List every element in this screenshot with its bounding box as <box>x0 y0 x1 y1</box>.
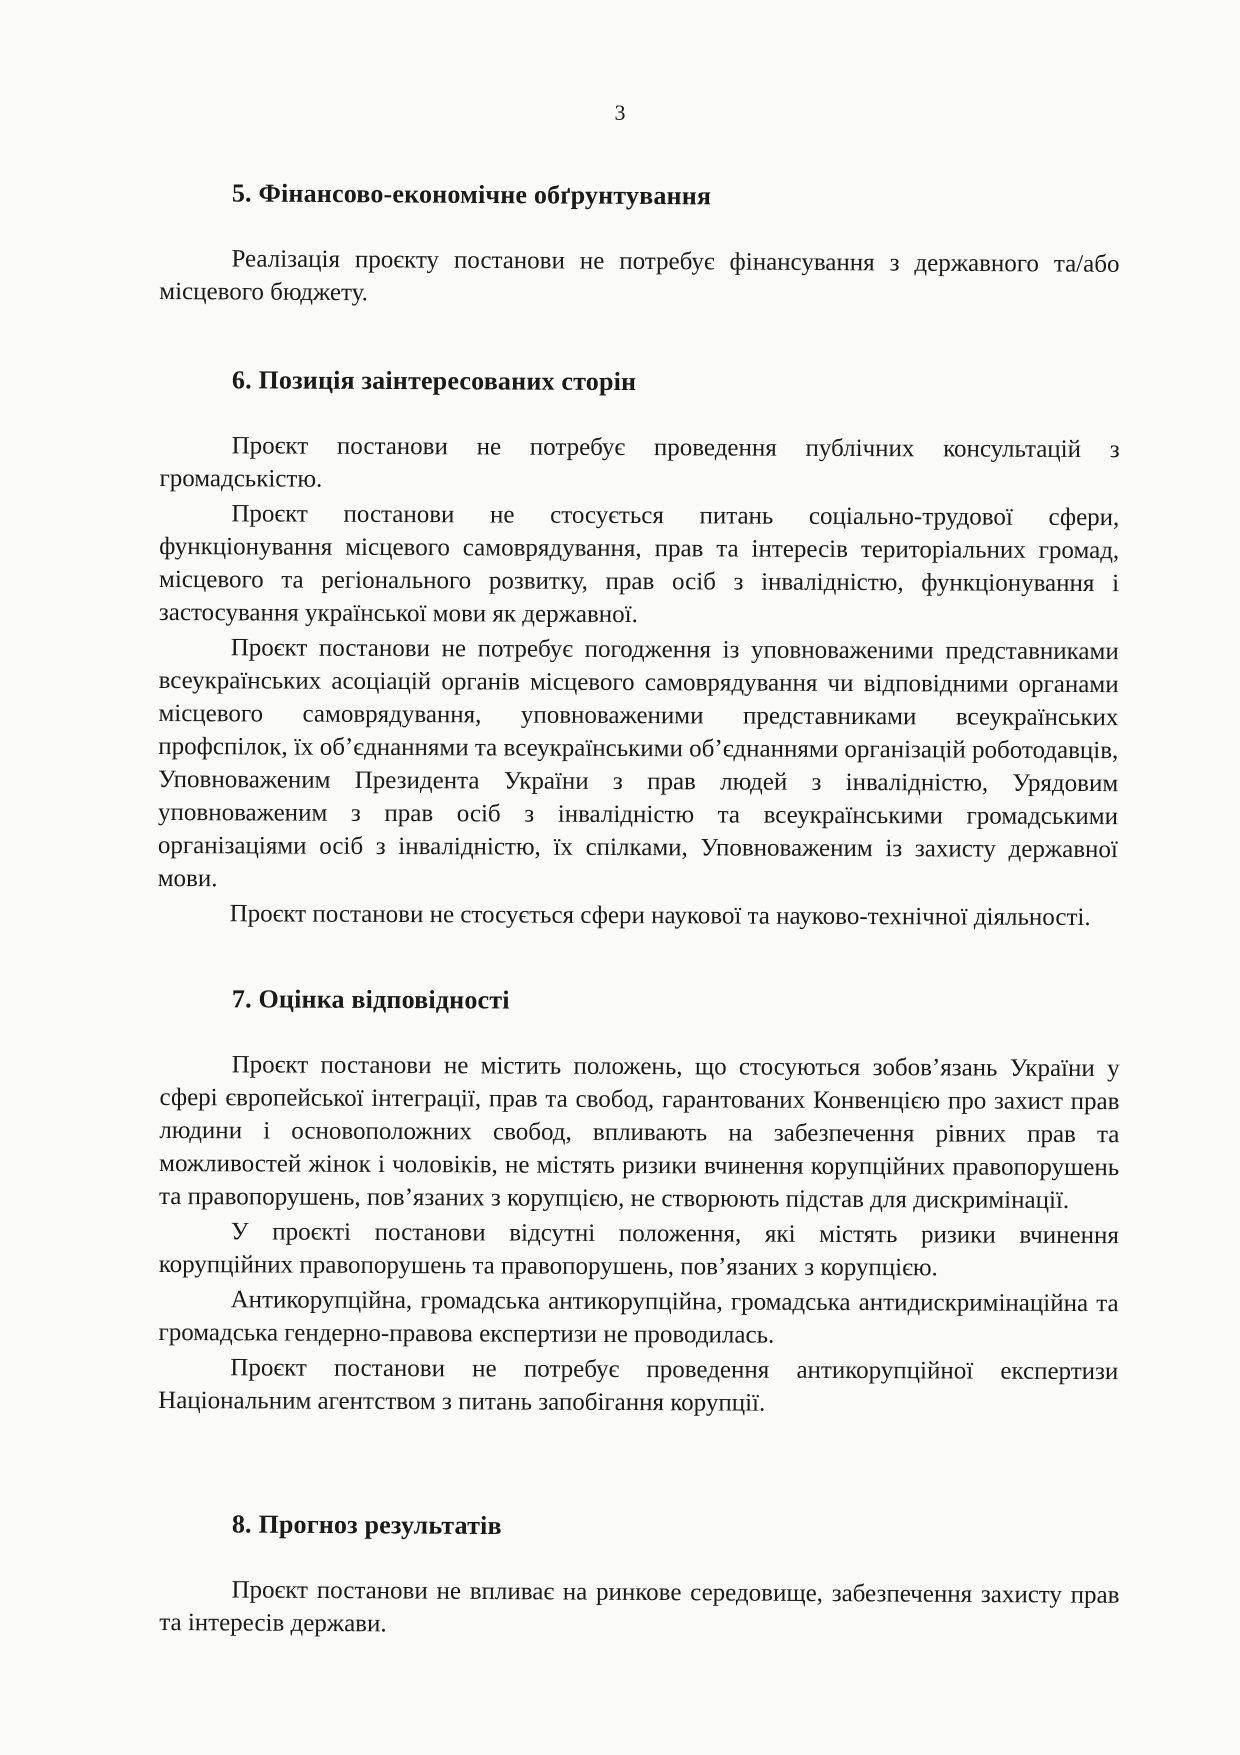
paragraph: У проєкті постанови відсутні положення, які містять ризики вчинення корупційних правопорушень та правопорушень, пов’язаних з корупцією. <box>158 1218 1119 1282</box>
section-heading: 5. Фінансово-економічне обґрунтування <box>231 178 712 211</box>
paragraph: Проєкт постанови не містить положень, що стосуються зобов’язань України у сфері європейської інтеграції, прав та свобод, гарантованих Конвенцією про захист прав людини і основоположних свобод, впливають на забезпечення рівних прав та можливостей жінок і чоловіків, не містять ризики вчинення корупційних правопорушень та правопорушень, пов’язаних з корупцією, не створюють підстав для дискримінації. <box>159 1051 1120 1214</box>
paragraph: Проєкт постанови не потребує проведення антикорупційної експертизи Національним агентством з питань запобігання корупції. <box>158 1354 1119 1417</box>
paragraph: Проєкт постанови не стосується питань соціально-трудової сфери, функціонування місцевого самоврядування, прав та інтересів територіальних громад, місцевого та регіонального розвитку, прав осіб з інвалідністю, функціонування і застосування української мови як державної. <box>158 500 1120 629</box>
paragraph: Антикорупційна, громадська антикорупційна, громадська антидискримінаційна та громадська гендерно-правова експертизи не проводилась. <box>158 1286 1119 1349</box>
paragraph: Реалізація проєкту постанови не потребує фінансування з державного та/або місцевого бюджету. <box>159 245 1120 307</box>
section-body <box>159 1573 1119 1645</box>
section-compliance-assessment <box>158 984 1120 1421</box>
section-heading: 7. Оцінка відповідності <box>231 984 510 1015</box>
section-body <box>158 1048 1120 1421</box>
paragraph: Проєкт постанови не потребує проведення публічних консультацій з громадськістю. <box>159 432 1120 493</box>
paragraph: Проєкт постанови не потребує погодження із уповноваженими представниками всеукраїнських асоціацій органів місцевого самоврядування чи відповідними органами місцевого самоврядування, уповноваженими представниками всеукраїнських профспілок, їх об’єднаннями та всеукраїнськими об’єднаннями організацій роботодавців, Уповноваженим Президента України з прав людей з інвалідністю, Урядовим уповноваженим з прав осіб з інвалідністю та всеукраїнськими громадськими організаціями осіб з інвалідністю, їх спілками, Уповноваженим із захисту державної мови. <box>157 634 1119 893</box>
section-heading: 8. Прогноз результатів <box>231 1509 502 1541</box>
paragraph: Проєкт постанови не стосується сфери наукової та науково-технічної діяльності. <box>229 900 1091 932</box>
section-heading: 6. Позиція заінтересованих сторін <box>231 365 637 397</box>
section-results-forecast <box>159 1509 1120 1645</box>
page-number: 3 <box>614 100 626 125</box>
paragraph: Проєкт постанови не впливає на ринкове середовище, забезпечення захисту прав та інтересів держави. <box>159 1576 1120 1638</box>
section-financial-justification <box>159 178 1120 314</box>
section-body <box>158 429 1120 934</box>
section-stakeholder-position <box>158 365 1120 934</box>
section-body <box>159 242 1119 314</box>
